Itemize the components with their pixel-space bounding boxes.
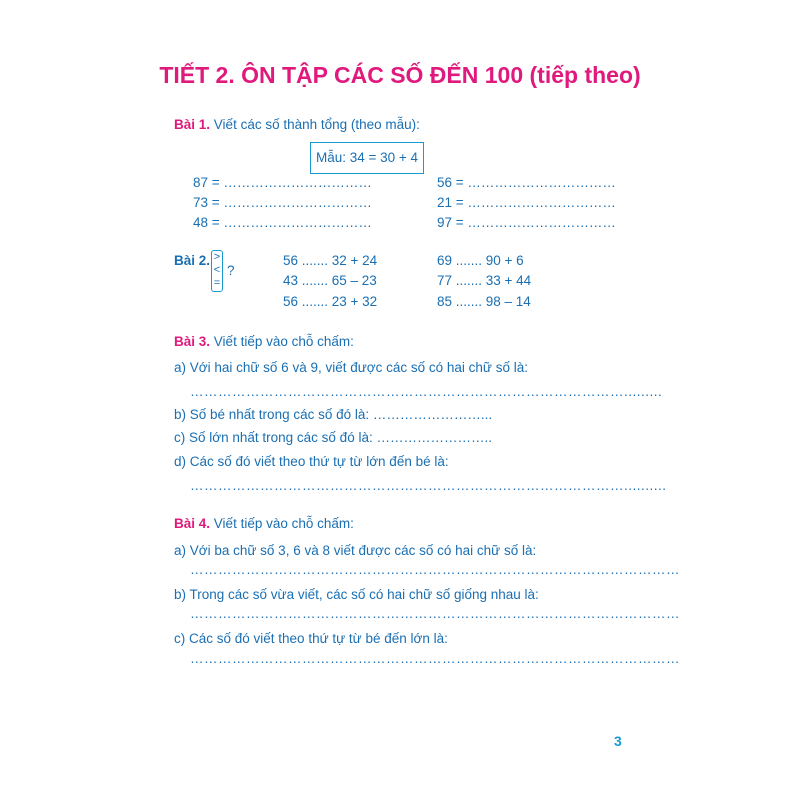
equal-sign: = [213, 277, 221, 289]
question-mark: ? [227, 263, 235, 278]
bai1-left-row: 48 = …………………………… [193, 215, 372, 230]
bai3-part-a: a) Với hai chữ số 6 và 9, viết được các số có hai chữ số là: [174, 360, 528, 375]
bai4-label: Bài 4. [174, 516, 211, 531]
bai3-part-b: b) Số bé nhất trong các số đó là: ……………………... [174, 407, 493, 422]
page-number: 3 [614, 733, 622, 749]
bai1-left-row: 73 = …………………………… [193, 195, 372, 210]
bai1-left-row: 87 = …………………………… [193, 175, 372, 190]
bai4-b-answer-line[interactable]: …………………………………………………………………………………………… [190, 606, 680, 621]
bai3-part-c: c) Số lớn nhất trong các số đó là: …………………….. [174, 430, 492, 445]
bai2-col1-row: 56 ....... 32 + 24 [283, 253, 378, 268]
bai2-col2-row: 77 ....... 33 + 44 [437, 273, 532, 288]
bai2-col2-row: 69 ....... 90 + 6 [437, 253, 524, 268]
bai1-heading [174, 117, 420, 132]
bai1-right-row: 97 = …………………………… [437, 215, 616, 230]
bai1-label: Bài 1. [174, 117, 211, 132]
bai3-instruction: Viết tiếp vào chỗ chấm: [213, 334, 354, 349]
bai4-part-c: c) Các số đó viết theo thứ tự từ bé đến lớn là: [174, 631, 448, 646]
less-sign: < [213, 264, 221, 276]
bai4-a-answer-line[interactable]: …………………………………………………………………………………………… [190, 562, 680, 577]
bai2-col1-row: 56 ....... 23 + 32 [283, 294, 378, 309]
page-title: TIẾT 2. ÔN TẬP CÁC SỐ ĐẾN 100 (tiếp theo) [159, 62, 641, 88]
bai1-right-row: 21 = …………………………… [437, 195, 616, 210]
bai2-label: Bài 2. [174, 253, 211, 268]
bai1-instruction: Viết các số thành tổng (theo mẫu): [213, 117, 420, 132]
bai4-instruction: Viết tiếp vào chỗ chấm: [213, 516, 354, 531]
bai3-a-answer-line[interactable]: …………………………………………………………………………………......... [190, 384, 663, 399]
bai3-part-d: d) Các số đó viết theo thứ tự từ lớn đến bé là: [174, 454, 449, 469]
bai4-part-b: b) Trong các số vừa viết, các số có hai chữ số giống nhau là: [174, 587, 539, 602]
bai2-col2-row: 85 ....... 98 – 14 [437, 294, 531, 309]
bai3-heading [174, 334, 354, 349]
comparison-signs-box [211, 250, 223, 292]
greater-sign: > [213, 251, 221, 263]
bai3-d-answer-line[interactable]: ………………………………………………………………………………….......... [190, 478, 667, 493]
bai2-col1-row: 43 ....... 65 – 23 [283, 273, 377, 288]
bai4-part-a: a) Với ba chữ số 3, 6 và 8 viết được các số có hai chữ số là: [174, 543, 537, 558]
bai3-label: Bài 3. [174, 334, 211, 349]
bai4-heading [174, 516, 354, 531]
bai1-right-row: 56 = …………………………… [437, 175, 616, 190]
bai4-c-answer-line[interactable]: …………………………………………………………………………………………… [190, 651, 680, 666]
sample-box: Mẫu: 34 = 30 + 4 [310, 142, 424, 174]
